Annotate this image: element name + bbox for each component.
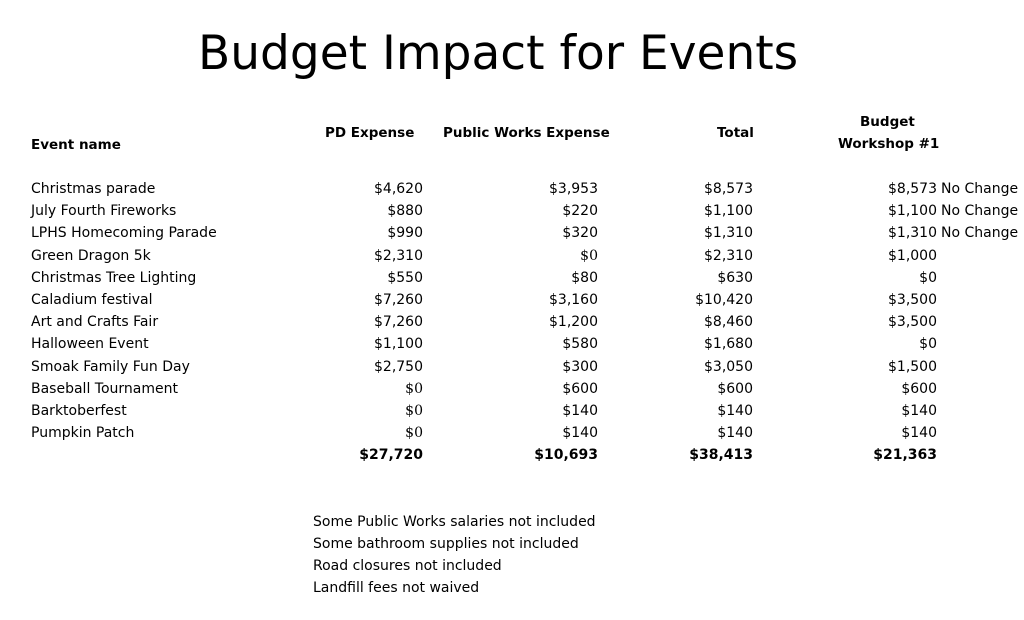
- header-event-name: Event name: [31, 137, 121, 153]
- budget-workshop: $1,100: [888, 203, 937, 220]
- total: $1,310: [704, 225, 753, 242]
- public-works-expense: $600: [562, 380, 598, 397]
- table-row: [0, 400, 1024, 422]
- table-row: [0, 311, 1024, 333]
- total: $140: [717, 425, 753, 442]
- footnote: Some bathroom supplies not included: [313, 536, 579, 552]
- pd-expense: $7,260: [374, 314, 423, 331]
- totals-row: [0, 444, 1024, 466]
- footnote: Some Public Works salaries not included: [313, 514, 596, 530]
- public-works-expense: $3,953: [549, 181, 598, 197]
- table-row: [0, 356, 1024, 378]
- public-works-expense: $140: [562, 425, 598, 442]
- event-name: Pumpkin Patch: [31, 425, 135, 442]
- pd-expense: $0: [405, 402, 423, 419]
- budget-workshop: $0: [919, 336, 937, 353]
- total: $8,460: [704, 314, 753, 331]
- budget-workshop: $3,500: [888, 291, 937, 308]
- pd-expense-total: $27,720: [359, 447, 423, 464]
- total: $3,050: [704, 358, 753, 375]
- budget-workshop: $1,310: [888, 225, 937, 242]
- header-pd-expense: PD Expense: [325, 125, 415, 141]
- header-total: Total: [717, 125, 754, 141]
- total: $600: [717, 380, 753, 397]
- public-works-expense: $300: [562, 358, 598, 375]
- event-name: Smoak Family Fun Day: [31, 358, 190, 375]
- pd-expense: $990: [387, 225, 423, 242]
- change-note: No Change: [941, 203, 1019, 220]
- grand-total: $38,413: [689, 447, 753, 464]
- table-row: [0, 333, 1024, 355]
- budget-workshop: $600: [901, 380, 937, 397]
- total: $10,420: [695, 291, 753, 308]
- public-works-expense: $0: [580, 247, 598, 264]
- table-row: [0, 289, 1024, 311]
- budget-workshop: $0: [919, 269, 937, 286]
- budget-workshop: $3,500: [888, 314, 937, 331]
- total: $630: [717, 269, 753, 286]
- pd-expense: $2,310: [374, 247, 423, 264]
- total: $1,680: [704, 336, 753, 353]
- pd-expense: $880: [387, 203, 423, 220]
- public-works-expense: $80: [571, 269, 598, 286]
- event-name: Baseball Tournament: [31, 380, 178, 397]
- table-row: [0, 378, 1024, 400]
- table-row: [0, 245, 1024, 267]
- public-works-expense: $1,200: [549, 314, 598, 331]
- event-name: July Fourth Fireworks: [31, 203, 177, 220]
- table-row: [0, 267, 1024, 289]
- footnote: Landfill fees not waived: [313, 580, 480, 596]
- budget-workshop: $140: [901, 402, 937, 419]
- event-name: Art and Crafts Fair: [31, 314, 159, 331]
- pd-expense: $1,100: [374, 336, 423, 353]
- pd-expense: $7,260: [374, 291, 423, 308]
- public-works-expense: $580: [562, 336, 598, 353]
- table-row: [0, 200, 1024, 222]
- budget-workshop-total: $21,363: [873, 447, 937, 464]
- header-budget-workshop: Workshop #1: [838, 136, 940, 152]
- budget-workshop: $1,000: [888, 247, 937, 264]
- budget-workshop: $8,573: [888, 181, 937, 197]
- header-public-works-expense: Public Works Expense: [443, 125, 610, 141]
- change-note: No Change: [941, 181, 1019, 197]
- page-title: Budget Impact for Events: [198, 26, 799, 81]
- public-works-expense: $220: [562, 203, 598, 220]
- event-name: Green Dragon 5k: [31, 247, 151, 264]
- budget-workshop: $1,500: [888, 358, 937, 375]
- pd-expense: $0: [405, 425, 423, 442]
- table-row: [0, 222, 1024, 244]
- public-works-expense-total: $10,693: [534, 447, 598, 464]
- event-name: Christmas parade: [31, 181, 156, 197]
- table-row: [0, 178, 1024, 200]
- pd-expense: $2,750: [374, 358, 423, 375]
- pd-expense: $550: [387, 269, 423, 286]
- budget-table: [0, 178, 1024, 466]
- header-budget: Budget: [860, 114, 915, 130]
- pd-expense: $0: [405, 380, 423, 397]
- event-name: Barktoberfest: [31, 402, 127, 419]
- change-note: No Change: [941, 225, 1019, 242]
- public-works-expense: $320: [562, 225, 598, 242]
- public-works-expense: $140: [562, 402, 598, 419]
- total: $1,100: [704, 203, 753, 220]
- total: $140: [717, 402, 753, 419]
- total: $2,310: [704, 247, 753, 264]
- footnote: Road closures not included: [313, 558, 502, 574]
- pd-expense: $4,620: [374, 181, 423, 197]
- event-name: Caladium festival: [31, 291, 153, 308]
- public-works-expense: $3,160: [549, 291, 598, 308]
- event-name: LPHS Homecoming Parade: [31, 225, 217, 242]
- footnotes: [313, 511, 596, 599]
- table-row: [0, 422, 1024, 444]
- total: $8,573: [704, 181, 753, 197]
- budget-workshop: $140: [901, 425, 937, 442]
- event-name: Christmas Tree Lighting: [31, 269, 197, 286]
- event-name: Halloween Event: [31, 336, 149, 353]
